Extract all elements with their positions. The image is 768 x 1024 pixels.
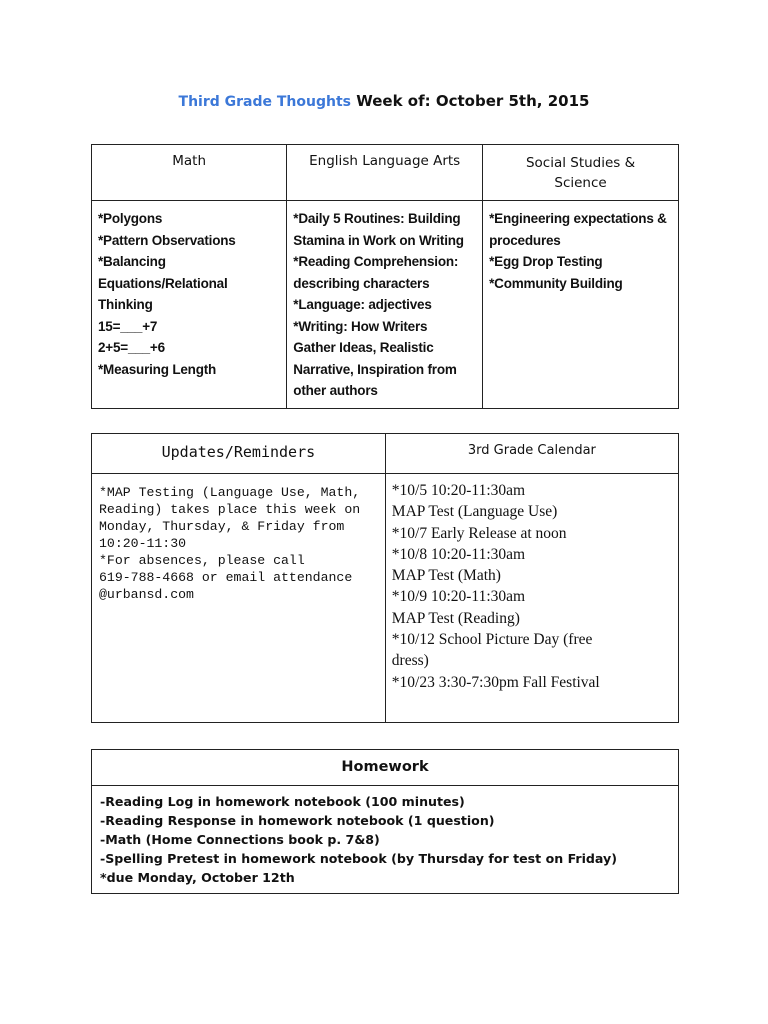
subjects-table	[91, 144, 679, 409]
math-item: Thinking	[98, 297, 153, 312]
updates-calendar-content-row	[92, 474, 679, 723]
math-item: 15=___+7	[98, 318, 158, 334]
update-line: @urbansd.com	[99, 587, 194, 602]
title-brand: Third Grade Thoughts	[178, 94, 351, 110]
calendar-line: *10/5 10:20-11:30am	[391, 482, 526, 499]
update-line: 619-788-4668 or email attendance	[99, 570, 353, 585]
ela-item: *Writing: How Writers	[293, 318, 428, 334]
homework-content-row	[92, 786, 679, 894]
homework-table	[91, 749, 679, 894]
ela-item: *Reading Comprehension:	[293, 254, 459, 269]
math-item: *Polygons	[98, 211, 163, 226]
math-cell	[92, 201, 287, 409]
update-line: Reading) takes place this week on	[99, 502, 361, 517]
ela-item: other authors	[293, 383, 378, 398]
social-item: *Community Building	[489, 275, 623, 291]
social-science-header-text: Social Studies & Science	[525, 155, 636, 191]
math-item: *Measuring Length	[98, 361, 217, 377]
calendar-line: MAP Test (Math)	[391, 567, 501, 585]
ela-header: English Language Arts	[287, 145, 483, 201]
social-item: *Egg Drop Testing	[489, 254, 603, 269]
social-item: *Engineering expectations &	[489, 211, 667, 226]
ela-item: Stamina in Work on Writing	[293, 232, 464, 248]
calendar-line: *10/12 School Picture Day (free	[391, 631, 593, 649]
homework-line: -Reading Response in homework notebook (1 question)	[100, 813, 495, 828]
math-item: Equations/Relational	[98, 275, 228, 291]
ela-item: describing characters	[293, 275, 430, 291]
subjects-content-row	[92, 201, 679, 409]
math-header: Math	[92, 145, 287, 201]
ela-item: Narrative, Inspiration from	[293, 361, 457, 377]
updates-calendar-table	[91, 433, 679, 723]
social-science-cell	[483, 201, 679, 409]
calendar-cell	[385, 474, 678, 723]
math-item: *Pattern Observations	[98, 232, 236, 248]
homework-header: Homework	[92, 750, 679, 786]
calendar-line: *10/8 10:20-11:30am	[391, 545, 526, 563]
page-title	[0, 92, 768, 110]
update-line: Monday, Thursday, & Friday from	[99, 519, 345, 534]
homework-cell	[92, 786, 679, 894]
social-science-header	[483, 145, 679, 201]
homework-line: -Math (Home Connections book p. 7&8)	[100, 832, 380, 847]
homework-line: -Reading Log in homework notebook (100 minutes)	[100, 794, 465, 809]
calendar-line: MAP Test (Reading)	[391, 609, 520, 627]
update-line: *For absences, please call	[99, 553, 305, 568]
updates-header: Updates/Reminders	[92, 434, 386, 474]
calendar-line: dress)	[391, 652, 429, 670]
ela-item: Gather Ideas, Realistic	[293, 340, 434, 355]
ela-item: *Daily 5 Routines: Building	[293, 211, 461, 226]
calendar-line: MAP Test (Language Use)	[391, 503, 558, 521]
calendar-line: *10/23 3:30-7:30pm Fall Festival	[391, 673, 600, 691]
homework-line: *due Monday, October 12th	[100, 870, 295, 885]
homework-line: -Spelling Pretest in homework notebook (by Thursday for test on Friday)	[100, 851, 617, 866]
homework-header-row	[92, 750, 679, 786]
updates-cell	[92, 474, 386, 723]
ela-item: *Language: adjectives	[293, 297, 432, 312]
math-item: 2+5=___+6	[98, 340, 165, 355]
update-line: *MAP Testing (Language Use, Math,	[99, 485, 361, 500]
updates-calendar-header-row	[92, 434, 679, 474]
subjects-header-row	[92, 145, 679, 201]
calendar-header: 3rd Grade Calendar	[385, 434, 678, 474]
calendar-line: *10/9 10:20-11:30am	[391, 588, 526, 606]
title-week: Week of: October 5th, 2015	[356, 92, 590, 110]
ela-cell	[287, 201, 483, 409]
math-item: *Balancing	[98, 254, 166, 269]
update-line: 10:20-11:30	[99, 536, 187, 551]
calendar-line: *10/7 Early Release at noon	[391, 524, 567, 542]
social-item: procedures	[489, 232, 561, 248]
